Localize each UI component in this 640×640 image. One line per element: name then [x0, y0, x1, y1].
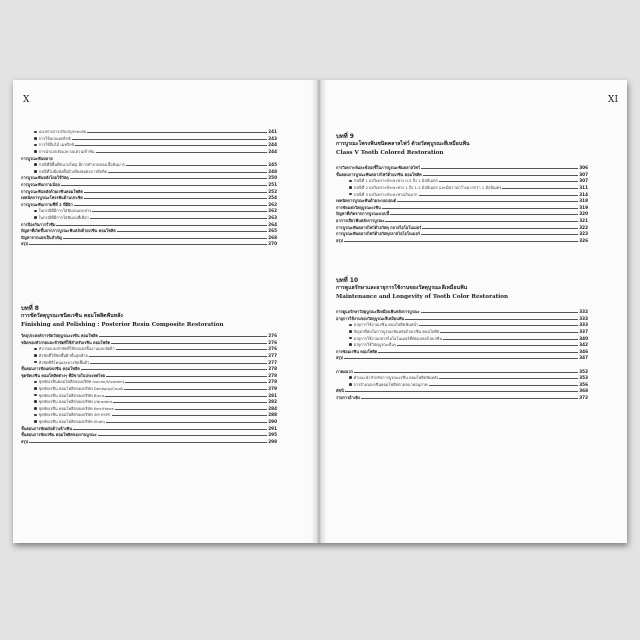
toc-leader [125, 382, 267, 383]
toc-entry-title: ดัชนี [336, 388, 344, 394]
toc-entry-page: 352 [579, 368, 588, 374]
toc-entry-title: ขั้นตอนการบูรณะฟันคลาสไฟว์ด้วยเรซิน คอมโพสิต [336, 171, 422, 177]
toc-entry [21, 194, 277, 201]
toc-leader [116, 349, 268, 350]
page-number-left: X [23, 95, 30, 105]
toc-entry-page: 353 [579, 375, 588, 381]
toc-entry [336, 394, 588, 401]
toc-entry-title: วัตถุประสงค์การขัดวัสดุบูรณะเรซิน คอมโพสิต [21, 333, 98, 339]
toc-entry [21, 438, 277, 445]
toc-entry [21, 154, 277, 161]
toc-entry [336, 210, 588, 217]
toc-entry-title: การจำแนกเรซินคอมโพสิตตามขนาดอนุภาค [353, 381, 428, 387]
toc-entry-page: 332 [579, 309, 588, 315]
toc-entry [336, 204, 588, 211]
chapter-8-title-th: การขัดวัสดุบูรณะชนิดเรซิน คอมโพสิตฟันหลัง [21, 313, 123, 319]
toc-leader [72, 139, 268, 140]
toc-entry-page: 337 [579, 329, 588, 335]
toc-leader [74, 205, 268, 206]
toc-leader [81, 369, 268, 370]
toc-entry [21, 411, 277, 418]
bullet-icon [349, 343, 352, 346]
toc-entry-page: 298 [268, 438, 277, 444]
toc-leader [385, 221, 578, 222]
toc-entry-page: 284 [268, 405, 277, 411]
toc-entry [21, 424, 277, 431]
bullet-icon [349, 330, 352, 333]
bullet-icon [34, 414, 37, 417]
toc-entry-page: 291 [268, 425, 277, 431]
toc-entry [21, 234, 277, 241]
book-gutter [311, 80, 327, 543]
toc-entry-page: 318 [579, 198, 588, 204]
bullet-icon [349, 337, 352, 340]
toc-entry-title: กรณีที่มีพื้นที่ขนาดใหญ่ มีการทำลายของเนื้อฟันมาก [38, 162, 126, 168]
toc-entry [336, 374, 588, 381]
toc-entry-page: 356 [579, 381, 588, 387]
toc-entry-page: 276 [268, 339, 277, 345]
toc-entry [336, 230, 588, 237]
toc-entry-page: 276 [268, 346, 277, 352]
toc-left-top [21, 128, 277, 247]
toc-leader [106, 422, 267, 423]
toc-entry-title: อายุการใช้งานกลาสไอโอโนเมอร์ที่ดัดแปลงด้วยเรซิน [353, 335, 442, 341]
toc-leader [126, 165, 267, 166]
toc-entry [21, 378, 277, 385]
toc-entry-title: การนำแถบรัดและวงแหวนเข้าฟัน [38, 149, 95, 155]
toc-entry-title: การบูรณะฟันหลังด้วยเรซินคอมโพสิต [21, 188, 83, 194]
toc-leader [344, 241, 578, 242]
toc-entry-page: 306 [579, 165, 588, 171]
toc-entry [336, 334, 588, 341]
toc-entry-title: ชุดขัดเรซิน คอมโพสิตของบริษัท Shofu [38, 419, 105, 425]
toc-entry-title: แนวทางการปรับปรุงระยะต่อ [38, 129, 87, 135]
toc-entry-page: 347 [579, 355, 588, 361]
bullet-icon [349, 324, 352, 327]
toc-entry-page: 320 [579, 211, 588, 217]
toc-entry-title: หัวกรอและหัวขัดที่ใช้ตกแต่งชิ้นงานและขัดผิว [38, 346, 115, 352]
toc-entry-page: 333 [579, 315, 588, 321]
bullet-icon [349, 193, 352, 196]
toc-entry [21, 240, 277, 247]
toc-entry-title: สรุป [21, 438, 28, 444]
toc-entry-page: 290 [268, 419, 277, 425]
toc-entry-title: หัวขัดที่ใช้ขัดพื้นผิวขั้นสุดท้าย [38, 353, 88, 359]
toc-entry-title: ขั้นตอนการขัดเรซิน คอมโพสิตของงานบูรณะ [21, 432, 97, 438]
toc-entry [336, 367, 588, 374]
toc-entry-title: ปัญหาที่เกิดขึ้นจากการบูรณะฟันหลังด้วยเรซิน คอมโพสิต [21, 228, 116, 234]
bullet-icon [34, 131, 37, 134]
chapter-9-heading [336, 133, 606, 157]
toc-entry-title: ภาคผนวก [336, 368, 353, 374]
toc-entry [21, 181, 277, 188]
toc-leader [439, 378, 578, 379]
bullet-icon [34, 394, 37, 397]
toc-entry-page: 314 [579, 191, 588, 197]
toc-entry [21, 352, 277, 359]
page-number-right: XI [608, 95, 618, 105]
toc-leader [397, 345, 578, 346]
toc-entry-title: ขั้นตอนการขัดแต่งเรซิน คอมโพสิต [21, 366, 80, 372]
toc-entry [21, 148, 277, 155]
toc-entry [21, 207, 277, 214]
toc-entry-page: 252 [268, 188, 277, 194]
toc-leader [117, 231, 268, 232]
toc-entry [21, 332, 277, 339]
toc-entry-title: สรุป [21, 241, 28, 247]
toc-entry-page: 250 [268, 175, 277, 181]
toc-leader [397, 201, 578, 202]
toc-entry-page: 340 [579, 335, 588, 341]
toc-entry [336, 237, 588, 244]
toc-leader [84, 192, 267, 193]
toc-entry-page: 263 [268, 215, 277, 221]
toc-leader [87, 132, 267, 133]
toc-entry-page: 281 [268, 392, 277, 398]
toc-leader [61, 185, 267, 186]
toc-leader [429, 385, 579, 386]
toc-leader [390, 214, 578, 215]
toc-entry [21, 398, 277, 405]
toc-entry-title: กรณีที่ 3 ผลวิเคราะห์ระยะห่างเกินมาก [353, 191, 418, 197]
toc-leader [90, 363, 267, 364]
toc-leader [423, 175, 579, 176]
toc-entry-title: เทคนิคการบูรณะโพรงฟันด้านประชิด [21, 195, 83, 201]
toc-leader [98, 435, 268, 436]
toc-entry-title: ชุดขัดเรซิน คอมโพสิตของบริษัท 3M ESPE [38, 412, 111, 418]
toc-entry-title: เทคนิคการบูรณะฟันด้วยระบบบอนด์ [336, 198, 397, 204]
toc-entry [336, 197, 588, 204]
toc-entry-page: 243 [268, 135, 277, 141]
toc-entry-title: ขั้นตอนการขัดผนังด้านข้างฟัน [21, 425, 73, 431]
bullet-icon [34, 137, 37, 140]
chapter-9-label: บทที่ 9 [336, 133, 354, 140]
toc-entry-title: ชุดขัดเรซิน คอมโพสิตของบริษัท Ultradent [38, 399, 113, 405]
toc-entry [336, 321, 588, 328]
toc-entry-page: 248 [268, 168, 277, 174]
bullet-icon [34, 381, 37, 384]
toc-entry-page: 265 [268, 228, 277, 234]
toc-entry [336, 190, 588, 197]
toc-entry-page: 241 [268, 129, 277, 135]
toc-entry [336, 387, 588, 394]
toc-entry-page: 277 [268, 353, 277, 359]
toc-entry [21, 431, 277, 438]
chapter-9-title-en: Class V Tooth Colored Restoration [336, 149, 444, 156]
toc-entry [336, 361, 588, 368]
bullet-icon [34, 216, 37, 219]
toc-entry-page: 244 [268, 142, 277, 148]
toc-entry [336, 341, 588, 348]
toc-entry [336, 354, 588, 361]
toc-entry-page: 278 [268, 372, 277, 378]
bullet-icon [34, 420, 37, 423]
toc-entry-title: การบูรณะฟันคลาสไฟว์ด้วยวัสดุกลาสไอโอโนเมอร์ [336, 231, 420, 237]
chapter-8-label: บทที่ 8 [21, 305, 39, 312]
toc-entry [21, 345, 277, 352]
toc-leader [439, 181, 578, 182]
toc-entry [336, 348, 588, 355]
toc-entry [21, 227, 277, 234]
toc-leader [361, 398, 578, 399]
toc-entry-title: ชุดขัดเรซิน คอมโพสิตของบริษัท Dentsply/Caulk [38, 386, 124, 392]
bullet-icon [34, 144, 37, 147]
toc-entry-page: 262 [268, 208, 277, 214]
toc-entry-page: 264 [268, 221, 277, 227]
toc-entry-title: ในกรณีที่มีการใส่ฟันบนและล่าง [38, 208, 92, 214]
toc-entry-page: 321 [579, 218, 588, 224]
toc-entry-page: 323 [579, 231, 588, 237]
toc-entry-title: ชุดขัดเรซิน คอมโพสิตต่างๆ ที่มีขายในประเทศไทย [21, 372, 106, 378]
toc-entry-title: การดูแลรักษาวัสดุบูรณะสีเหมือนฟันหลังการบูรณะ [336, 309, 420, 315]
toc-entry-title: ปัญหาจากแสงเป็นสำคัญ [21, 234, 63, 240]
toc-entry-page: 326 [579, 237, 588, 243]
toc-leader [105, 396, 267, 397]
chapter-10-title-th: การดูแลรักษาและอายุการใช้งานของวัสดุบูรณะสีเหมือนฟัน [336, 285, 468, 291]
toc-leader [382, 208, 578, 209]
toc-entry [21, 405, 277, 412]
toc-entry [336, 171, 588, 178]
toc-entry [21, 385, 277, 392]
toc-entry-title: อาการเสียวฟันหลังการบูรณะ [336, 218, 385, 224]
toc-leader [354, 372, 578, 373]
toc-leader [56, 225, 267, 226]
toc-leader [29, 244, 267, 245]
toc-entry-page: 333 [579, 322, 588, 328]
toc-entry-page: 268 [268, 234, 277, 240]
toc-entry-page: 311 [579, 185, 588, 191]
toc-entry-title: การใช้แถบเมทริกซ์ [38, 135, 71, 141]
toc-entry-title: การบูรณะฟันกรามซี่ที่ 2 ที่มีผิว [21, 201, 73, 207]
toc-leader [70, 178, 268, 179]
toc-entry-title: การบูรณะฟันหลังโดยใช้วัสดุ [21, 175, 69, 181]
toc-entry-title: ชุดขัดเรซิน คอมโพสิตของบริษัท Kerr/Hawe [38, 405, 114, 411]
bullet-icon [349, 180, 352, 183]
toc-entry-title: สรุป [336, 355, 343, 361]
toc-leader [419, 325, 578, 326]
toc-leader [440, 332, 578, 333]
toc-leader [124, 389, 267, 390]
toc-leader [421, 234, 578, 235]
toc-entry [21, 135, 277, 142]
toc-entry [21, 201, 277, 208]
toc-leader [108, 172, 267, 173]
toc-entry-title: ชนิดของหัวกรอและหัวขัดที่ใช้สำหรับเรซิน คอมโพสิต [21, 339, 111, 345]
toc-entry-page: 319 [579, 204, 588, 210]
toc-leader [419, 195, 579, 196]
toc-leader [344, 358, 578, 359]
toc-leader [92, 211, 267, 212]
bullet-icon [34, 150, 37, 153]
toc-entry-page: 278 [268, 366, 277, 372]
toc-entry-title: อายุการใช้งานของวัสดุบูรณะสีเหมือนฟัน [336, 315, 405, 321]
toc-entry-title: ชุดขัดเรซินคอมโพสิตของบริษัท Ivoclar/Vivadent [38, 379, 125, 385]
bullet-icon [34, 348, 37, 351]
bullet-icon [34, 387, 37, 390]
toc-entry-page: 372 [579, 395, 588, 401]
toc-entry-page: 278 [268, 379, 277, 385]
toc-entry-title: กรณีที่ 1 ผลวิเคราะห์ระยะห่าง 0.5 ถึง 1 มิลลิเมตร [353, 178, 438, 184]
chapter-8-heading [21, 305, 286, 329]
toc-entry [336, 381, 588, 388]
toc-leader [63, 238, 267, 239]
toc-leader [90, 218, 268, 219]
toc-entry-title: การวิเคราะห์และข้อบ่งชี้ในการบูรณะฟันคลาสไฟว์ [336, 165, 420, 171]
toc-entry [336, 328, 588, 335]
toc-entry-title: อายุการใช้วัสดุบูรณะอื่นๆ [353, 342, 396, 348]
chapter-10-label: บทที่ 10 [336, 277, 359, 284]
toc-entry-page: 322 [579, 224, 588, 230]
chapter-9-title-th: การบูรณะโพรงฟันชนิดคลาสไฟว์ ด้วยวัสดุบูรณะสีเหมือนฟัน [336, 141, 470, 147]
toc-entry-page: 279 [268, 386, 277, 392]
toc-entry-page: 254 [268, 195, 277, 201]
bullet-icon [34, 163, 37, 166]
toc-entry [21, 339, 277, 346]
right-page [327, 80, 627, 543]
toc-entry-title: คำแนะนำสำหรับการบูรณะเรซิน คอมโพสิตฟันหลัง [353, 375, 439, 381]
open-book [13, 80, 627, 543]
toc-entry-title: การบูรณะฟันกรามน้อย [21, 182, 60, 188]
toc-entry-title: รายการอ้างอิง [336, 395, 360, 401]
toc-entry-title: ปัญหาที่เกิดจากการบูรณะแบบนี้ [336, 211, 390, 217]
bullet-icon [349, 186, 352, 189]
toc-entry-page: 245 [268, 162, 277, 168]
toc-entry-page: 295 [268, 432, 277, 438]
toc-entry [336, 223, 588, 230]
toc-entry [336, 217, 588, 224]
toc-entry-title: ปัญหาที่พบในการบูรณะฟันหลังด้วยเรซิน คอมโพสิต [353, 329, 440, 335]
toc-entry-title: การบูรณะฟันหลาย [21, 155, 53, 161]
toc-entry-page: 288 [268, 412, 277, 418]
toc-entry [21, 220, 277, 227]
toc-entry-page: 342 [579, 342, 588, 348]
toc-entry [21, 141, 277, 148]
left-page [13, 80, 311, 543]
toc-leader [29, 442, 267, 443]
toc-entry-page: 270 [268, 241, 277, 247]
chapter-10-title-en: Maintenance and Longevity of Tooth Color Restoration [336, 293, 509, 300]
toc-entry [336, 308, 588, 315]
toc-entry [21, 128, 277, 135]
bullet-icon [34, 361, 37, 364]
toc-entry [336, 164, 588, 171]
toc-entry [21, 365, 277, 372]
toc-leader [84, 198, 267, 199]
toc-leader [421, 168, 578, 169]
toc-entry-title: การขัดแต่งวัสดุบูรณะเรซิน [336, 204, 381, 210]
toc-leader [502, 188, 578, 189]
toc-left-bottom [21, 332, 277, 444]
toc-chapter-10 [336, 308, 588, 400]
toc-leader [73, 429, 267, 430]
toc-entry [21, 161, 277, 168]
toc-entry-page: 307 [579, 171, 588, 177]
toc-leader [75, 145, 267, 146]
toc-entry [21, 418, 277, 425]
toc-entry [336, 177, 588, 184]
toc-entry-title: ในกรณีที่มีการใส่ฟันบนซี่เดียว [38, 215, 89, 221]
toc-entry-page: 277 [268, 359, 277, 365]
toc-entry [21, 168, 277, 175]
bullet-icon [349, 376, 352, 379]
toc-entry-page: 244 [268, 149, 277, 155]
toc-leader [422, 228, 578, 229]
toc-leader [378, 352, 578, 353]
toc-entry-title: การบูรณะฟันคลาสไฟว์ด้วยวัสดุ กลาสไอโอโนเมอร์ [336, 224, 422, 230]
toc-entry [21, 358, 277, 365]
toc-leader [99, 336, 267, 337]
toc-leader [111, 343, 267, 344]
toc-leader [96, 152, 268, 153]
toc-entry-title: ชุดขัดเรซิน คอมโพสิตของบริษัท Bisco [38, 392, 105, 398]
toc-leader [405, 319, 578, 320]
toc-entry-title: การป้องกันการรั่วซึม [21, 221, 56, 227]
toc-entry-page: 368 [579, 388, 588, 394]
toc-chapter-9 [336, 164, 588, 243]
chapter-10-heading [336, 277, 616, 301]
bullet-icon [34, 170, 37, 173]
toc-entry-page: 282 [268, 399, 277, 405]
toc-entry [336, 315, 588, 322]
bullet-icon [34, 210, 37, 213]
toc-entry [21, 391, 277, 398]
toc-entry [21, 214, 277, 221]
chapter-8-title-en: Finishing and Polishing : Posterior Resin Composite Restoration [21, 321, 224, 328]
toc-entry-page: 276 [268, 333, 277, 339]
toc-entry [21, 187, 277, 194]
toc-leader [421, 312, 579, 313]
toc-entry-title: การซ่อมเรซิน คอมโพสิต [336, 348, 378, 354]
toc-entry [21, 372, 277, 379]
toc-entry-title: สรุป [336, 237, 343, 243]
toc-leader [112, 415, 268, 416]
toc-entry [21, 174, 277, 181]
toc-entry-page: 346 [579, 348, 588, 354]
toc-entry-title: กรณีที่ไม่มีผนังพื้นผิวเพียงพอต่อการยึดติด [38, 168, 108, 174]
bullet-icon [34, 400, 37, 403]
bullet-icon [34, 354, 37, 357]
bullet-icon [34, 407, 37, 410]
toc-entry-title: กรณีที่ 2 ผลวิเคราะห์ระยะห่าง 1 ถึง 1.5 มิลลิเมตร และมีความกว้างมากกว่า 1 มิลลิเมตร [353, 185, 502, 191]
toc-leader [345, 391, 578, 392]
bullet-icon [349, 383, 352, 386]
toc-leader [106, 376, 267, 377]
toc-entry-page: 307 [579, 178, 588, 184]
toc-entry-page: 262 [268, 201, 277, 207]
toc-entry-title: อายุการใช้งานเรซิน คอมโพสิตฟันหน้า [353, 322, 419, 328]
toc-entry [336, 184, 588, 191]
toc-leader [115, 409, 267, 410]
toc-leader [89, 356, 267, 357]
toc-entry-title: หัวขัดซิลิโคนและยางขัดพื้นผิว [38, 359, 90, 365]
toc-leader [443, 339, 578, 340]
toc-leader [113, 402, 267, 403]
toc-entry-title: การใช้ลิ่มไม้ เมทริกซ์ [38, 142, 75, 148]
toc-entry-page: 251 [268, 182, 277, 188]
